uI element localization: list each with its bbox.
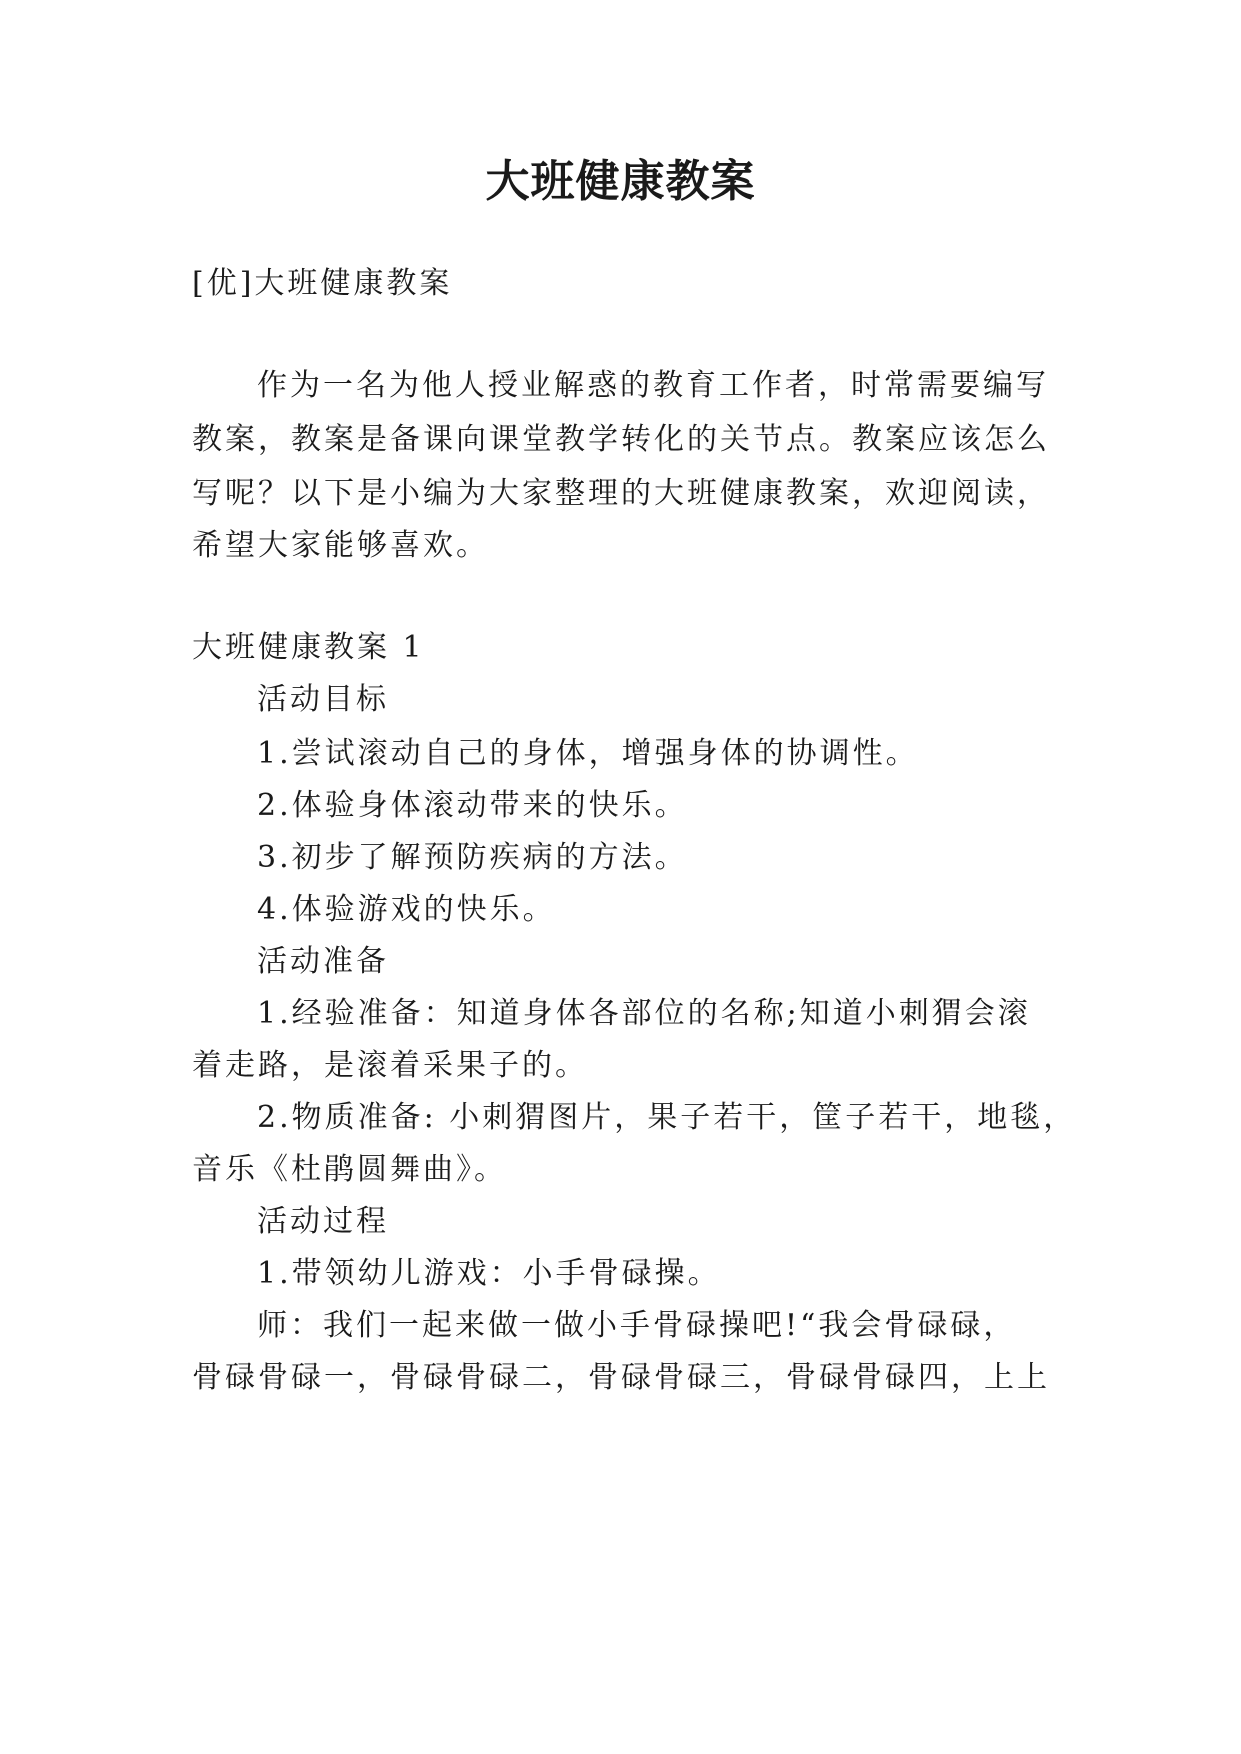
document-subtitle: [优]大班健康教案 bbox=[192, 266, 453, 301]
goals-heading: 活动目标 bbox=[257, 682, 389, 717]
prep-line: 音乐《杜鹃圆舞曲》。 bbox=[192, 1152, 507, 1187]
prep-heading: 活动准备 bbox=[257, 944, 389, 979]
process-line: 师：我们一起来做一做小手骨碌操吧!“我会骨碌碌， bbox=[257, 1308, 1017, 1343]
intro-line: 写呢？以下是小编为大家整理的大班健康教案，欢迎阅读， bbox=[192, 476, 1050, 511]
prep-line: 1.经验准备：知道身体各部位的名称;知道小刺猬会滚 bbox=[257, 996, 1031, 1031]
goal-item: 4.体验游戏的快乐。 bbox=[257, 892, 556, 927]
process-line: 骨碌骨碌一，骨碌骨碌二，骨碌骨碌三，骨碌骨碌四，上上 bbox=[192, 1360, 1050, 1395]
intro-line: 希望大家能够喜欢。 bbox=[192, 528, 489, 563]
intro-line: 教案，教案是备课向课堂教学转化的关节点。教案应该怎么 bbox=[192, 422, 1050, 457]
page-title: 大班健康教案 bbox=[485, 156, 756, 207]
goal-item: 3.初步了解预防疾病的方法。 bbox=[257, 840, 688, 875]
section-heading: 大班健康教案 1 bbox=[192, 630, 425, 665]
prep-line: 2.物质准备: 小刺猬图片，果子若干，筐子若干，地毯， bbox=[257, 1100, 1077, 1135]
intro-line: 作为一名为他人授业解惑的教育工作者，时常需要编写 bbox=[257, 368, 1049, 403]
process-line: 1.带领幼儿游戏：小手骨碌操。 bbox=[257, 1256, 721, 1291]
prep-line: 着走路，是滚着采果子的。 bbox=[192, 1048, 588, 1083]
goal-item: 1.尝试滚动自己的身体，增强身体的协调性。 bbox=[257, 736, 919, 771]
process-heading: 活动过程 bbox=[257, 1204, 389, 1239]
goal-item: 2.体验身体滚动带来的快乐。 bbox=[257, 788, 688, 823]
